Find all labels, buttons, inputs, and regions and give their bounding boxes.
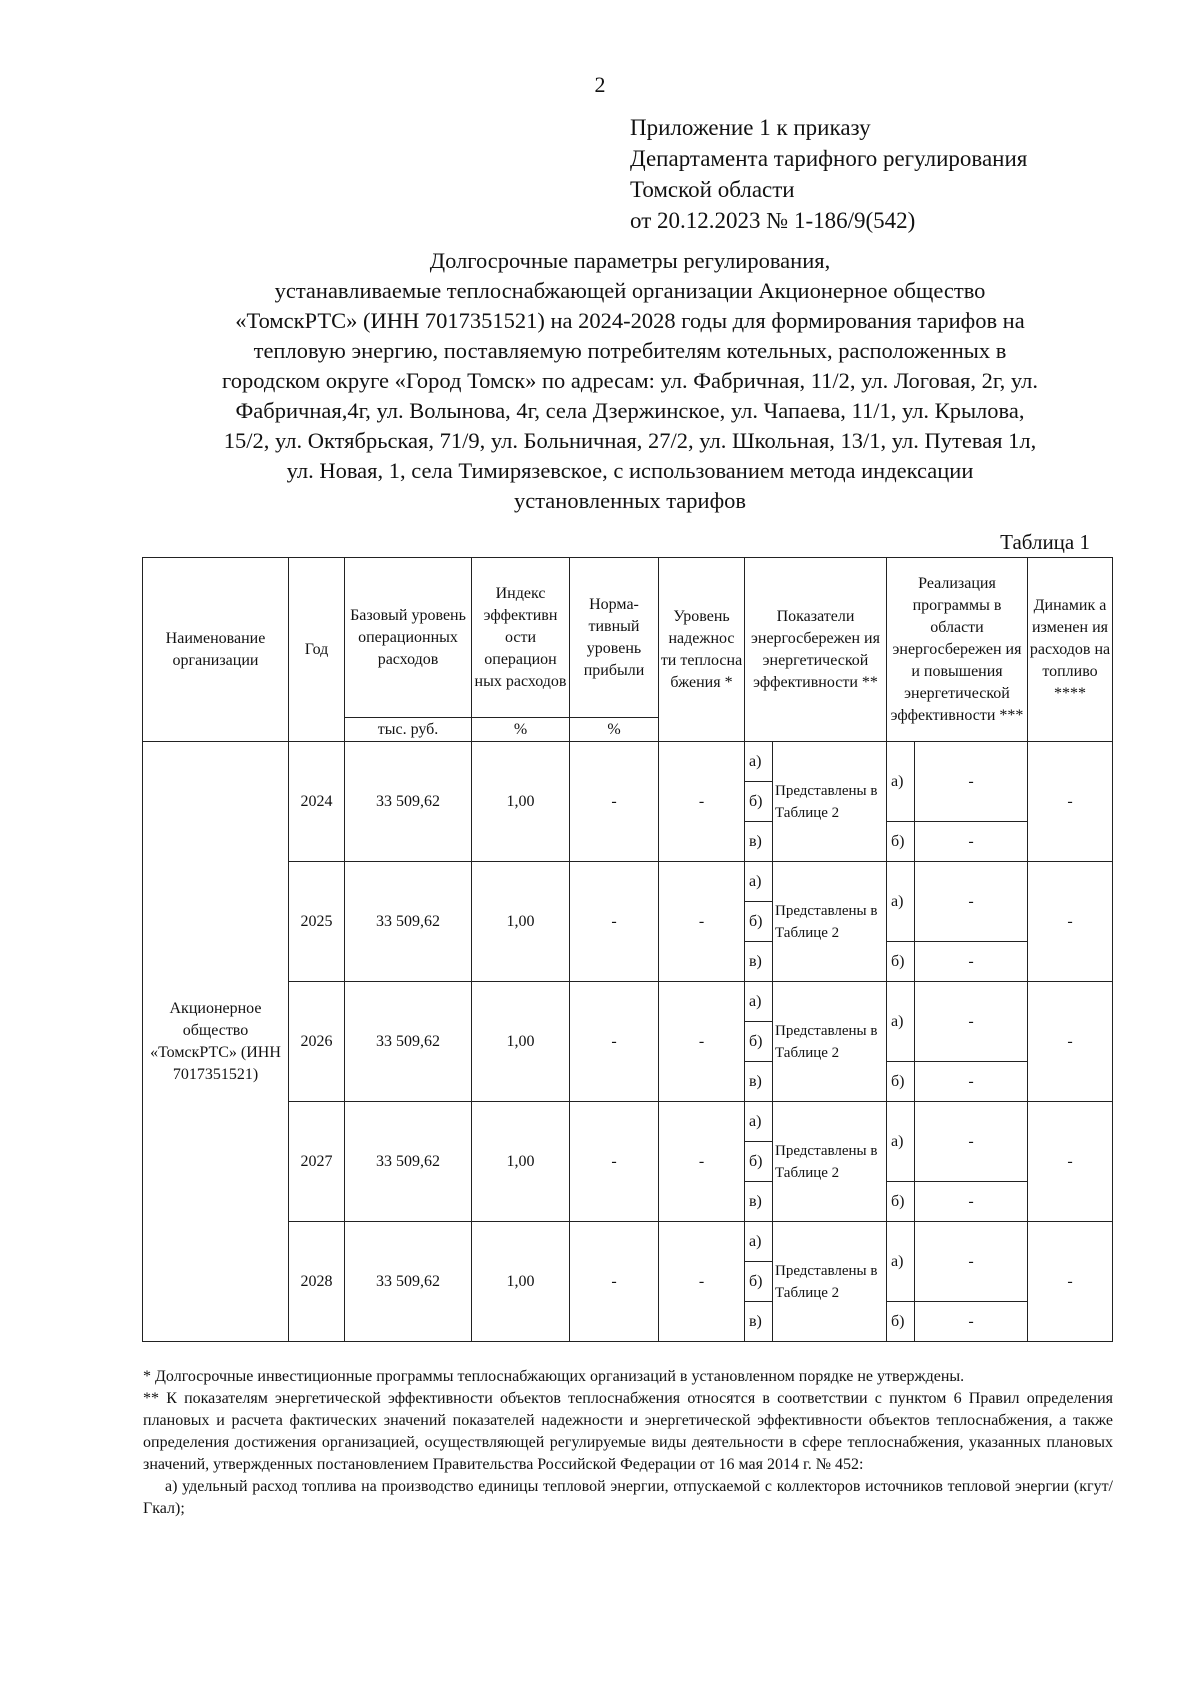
energy-cell: Представлены в Таблице 2 <box>773 1102 887 1222</box>
energy-letter-c: в) <box>745 1182 773 1222</box>
fuel-cell: - <box>1028 1102 1113 1222</box>
profit-cell: - <box>570 1102 659 1222</box>
energy-letter-c: в) <box>745 1062 773 1102</box>
parameters-table <box>142 557 1113 1342</box>
base-cell: 33 509,62 <box>345 742 472 862</box>
program-letter-b: б) <box>887 1182 915 1222</box>
year-cell: 2026 <box>289 982 345 1102</box>
program-letter-a: а) <box>887 1222 915 1302</box>
index-cell: 1,00 <box>472 862 570 982</box>
program-letter-b: б) <box>887 1302 915 1342</box>
header-index: Индекс эффективн ости операцион ных расходов <box>472 558 570 718</box>
footnotes <box>143 1366 1113 1520</box>
energy-letter-a: а) <box>745 1222 773 1262</box>
title-line: «ТомскРТС» (ИНН 7017351521) на 2024-2028 годы для формирования тарифов на <box>235 308 1025 333</box>
title-line: Фабричная,4г, ул. Волынова, 4г, села Дзержинское, ул. Чапаева, 11/1, ул. Крылова, <box>235 398 1025 423</box>
reliability-cell: - <box>659 982 745 1102</box>
org-name-cell: Акционерное общество «ТомскРТС» (ИНН 7017351521) <box>143 742 289 1342</box>
header-base: Базовый уровень операционных расходов <box>345 558 472 718</box>
profit-cell: - <box>570 742 659 862</box>
unit-profit: % <box>570 718 659 742</box>
energy-cell: Представлены в Таблице 2 <box>773 1222 887 1342</box>
energy-letter-b: б) <box>745 902 773 942</box>
index-cell: 1,00 <box>472 742 570 862</box>
program-value-b: - <box>915 1182 1028 1222</box>
fuel-cell: - <box>1028 862 1113 982</box>
energy-letter-c: в) <box>745 942 773 982</box>
header-program: Реализация программы в области энергосбережен ия и повышения энергетической эффективности *** <box>887 558 1028 742</box>
energy-letter-c: в) <box>745 1302 773 1342</box>
program-value-a: - <box>915 982 1028 1062</box>
header-reliability: Уровень надежнос ти теплосна бжения * <box>659 558 745 742</box>
header-profit: Норма- тивный уровень прибыли <box>570 558 659 718</box>
program-letter-a: а) <box>887 1102 915 1182</box>
profit-cell: - <box>570 982 659 1102</box>
header-fuel: Динамик а изменен ия расходов на топливо **** <box>1028 558 1113 742</box>
fuel-cell: - <box>1028 1222 1113 1342</box>
energy-letter-b: б) <box>745 1142 773 1182</box>
index-cell: 1,00 <box>472 1222 570 1342</box>
table-caption: Таблица 1 <box>1000 530 1090 554</box>
program-value-a: - <box>915 742 1028 822</box>
program-letter-a: а) <box>887 742 915 822</box>
energy-letter-b: б) <box>745 1022 773 1062</box>
program-value-a: - <box>915 1222 1028 1302</box>
appendix-line: Приложение 1 к приказу <box>630 115 871 140</box>
title-line: 15/2, ул. Октябрьская, 71/9, ул. Больничная, 27/2, ул. Школьная, 13/1, ул. Путевая 1л, <box>223 428 1037 453</box>
energy-cell: Представлены в Таблице 2 <box>773 862 887 982</box>
energy-cell: Представлены в Таблице 2 <box>773 742 887 862</box>
program-value-b: - <box>915 822 1028 862</box>
program-letter-a: а) <box>887 862 915 942</box>
header-year: Год <box>289 558 345 742</box>
program-letter-b: б) <box>887 942 915 982</box>
footnote-2: ** К показателям энергетической эффективности объектов теплоснабжения относятся в соответствии с пунктом 6 Правил определения плановых и расчета фактических значений показателей надежности и энергетической эффективности объектов теплоснабжения, а также определения достижения организацией, осуществляющей регулируемые виды деятельности в сфере теплоснабжения, указанных плановых значений, утвержденных постановлением Правительства Российской Федерации от 16 мая 2014 г. № 452: <box>143 1390 1113 1473</box>
index-cell: 1,00 <box>472 982 570 1102</box>
reliability-cell: - <box>659 742 745 862</box>
page-number: 2 <box>594 72 606 97</box>
base-cell: 33 509,62 <box>345 1102 472 1222</box>
reliability-cell: - <box>659 1102 745 1222</box>
energy-letter-a: а) <box>745 862 773 902</box>
header-org: Наименование организации <box>143 558 289 742</box>
appendix-block <box>630 112 1027 236</box>
profit-cell: - <box>570 862 659 982</box>
year-cell: 2025 <box>289 862 345 982</box>
reliability-cell: - <box>659 862 745 982</box>
title-line: Долгосрочные параметры регулирования, <box>429 248 831 273</box>
index-cell: 1,00 <box>472 1102 570 1222</box>
appendix-line: Томской области <box>630 177 795 202</box>
title-line: ул. Новая, 1, села Тимирязевское, с использованием метода индексации <box>286 458 974 483</box>
appendix-line: от 20.12.2023 № 1-186/9(542) <box>630 208 916 233</box>
program-letter-a: а) <box>887 982 915 1062</box>
energy-letter-b: б) <box>745 1262 773 1302</box>
energy-letter-a: а) <box>745 982 773 1022</box>
title-line: тепловую энергию, поставляемую потребителям котельных, расположенных в <box>253 338 1007 363</box>
energy-letter-a: а) <box>745 742 773 782</box>
program-letter-b: б) <box>887 822 915 862</box>
footnote-2-item-a: а) удельный расход топлива на производство единицы тепловой энергии, отпускаемой с коллекторов источников тепловой энергии (кгут/Гкал); <box>143 1478 1113 1517</box>
base-cell: 33 509,62 <box>345 862 472 982</box>
title-line: городском округе «Город Томск» по адресам: ул. Фабричная, 11/2, ул. Логовая, 2г, ул. <box>222 368 1038 393</box>
footnote-1: * Долгосрочные инвестиционные программы теплоснабжающих организаций в установленном порядке не утверждены. <box>143 1368 965 1385</box>
base-cell: 33 509,62 <box>345 1222 472 1342</box>
unit-index: % <box>472 718 570 742</box>
title-line: устанавливаемые теплоснабжающей организации Акционерное общество <box>274 278 986 303</box>
profit-cell: - <box>570 1222 659 1342</box>
title-line: установленных тарифов <box>513 488 747 513</box>
year-cell: 2024 <box>289 742 345 862</box>
appendix-line: Департамента тарифного регулирования <box>630 146 1028 171</box>
year-cell: 2028 <box>289 1222 345 1342</box>
reliability-cell: - <box>659 1222 745 1342</box>
energy-letter-b: б) <box>745 782 773 822</box>
header-energy: Показатели энергосбережен ия энергетической эффективности ** <box>745 558 887 742</box>
document-title <box>120 246 1140 516</box>
unit-base: тыс. руб. <box>345 718 472 742</box>
program-value-b: - <box>915 942 1028 982</box>
energy-cell: Представлены в Таблице 2 <box>773 982 887 1102</box>
fuel-cell: - <box>1028 982 1113 1102</box>
program-letter-b: б) <box>887 1062 915 1102</box>
program-value-a: - <box>915 1102 1028 1182</box>
program-value-b: - <box>915 1062 1028 1102</box>
fuel-cell: - <box>1028 742 1113 862</box>
base-cell: 33 509,62 <box>345 982 472 1102</box>
energy-letter-c: в) <box>745 822 773 862</box>
energy-letter-a: а) <box>745 1102 773 1142</box>
year-cell: 2027 <box>289 1102 345 1222</box>
program-value-a: - <box>915 862 1028 942</box>
program-value-b: - <box>915 1302 1028 1342</box>
